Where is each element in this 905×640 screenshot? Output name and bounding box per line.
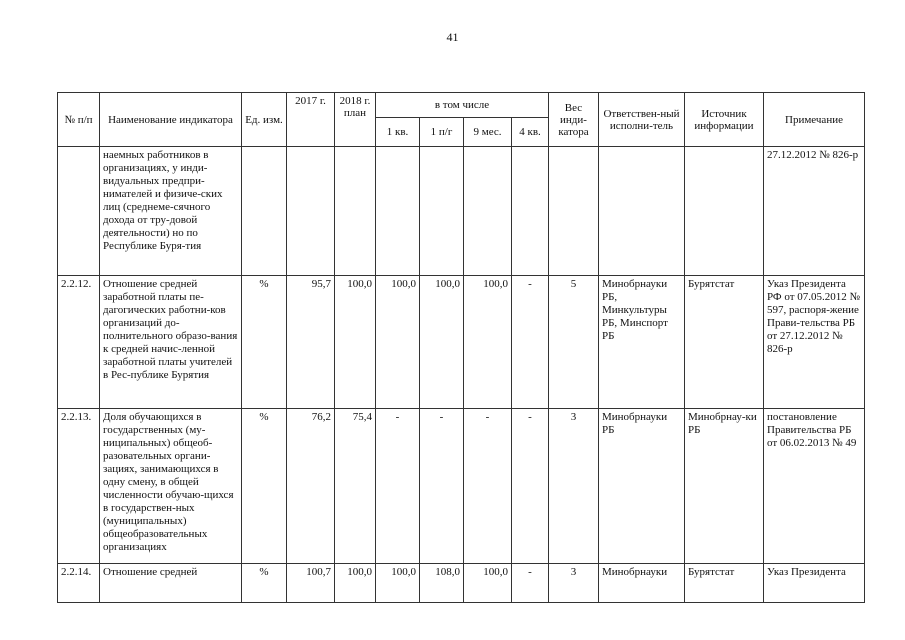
cell-note: 27.12.2012 № 826-р <box>764 147 865 276</box>
cell-unit: % <box>242 564 287 603</box>
cell-2017 <box>287 147 335 276</box>
cell-note: Указ Президента <box>764 564 865 603</box>
header-q1: 1 кв. <box>376 118 420 147</box>
cell-weight: 5 <box>549 276 599 409</box>
cell-source: Бурятстат <box>685 564 764 603</box>
cell-weight <box>549 147 599 276</box>
table-row <box>58 564 865 603</box>
cell-num: 2.2.14. <box>58 564 100 603</box>
cell-9-months <box>464 147 512 276</box>
indicators-table <box>57 92 865 603</box>
cell-responsible: Минобрнауки <box>599 564 685 603</box>
cell-num: 2.2.13. <box>58 409 100 564</box>
header-num: № п/п <box>58 93 100 147</box>
cell-q1: 100,0 <box>376 564 420 603</box>
cell-9-months: - <box>464 409 512 564</box>
cell-source: Бурятстат <box>685 276 764 409</box>
cell-q1: 100,0 <box>376 276 420 409</box>
header-2017: 2017 г. <box>287 93 335 147</box>
cell-q4: - <box>512 276 549 409</box>
cell-h1: 108,0 <box>420 564 464 603</box>
cell-q1 <box>376 147 420 276</box>
header-q4: 4 кв. <box>512 118 549 147</box>
header-weight: Вес инди-катора <box>549 93 599 147</box>
cell-indicator-name: Отношение средней <box>100 564 242 603</box>
cell-indicator-name: Доля обучающихся в государственных (му-ниципальных) общеоб-разовательных органи-зациях, занимающихся в одну смену, в общей численности обучаю-щихся в государствен-ных (муниципальных) общеобразовательных организациях <box>100 409 242 564</box>
cell-q1: - <box>376 409 420 564</box>
cell-source <box>685 147 764 276</box>
cell-q4: - <box>512 409 549 564</box>
cell-9-months: 100,0 <box>464 276 512 409</box>
cell-num <box>58 147 100 276</box>
header-source: Источник информации <box>685 93 764 147</box>
header-responsible: Ответствен-ный исполни-тель <box>599 93 685 147</box>
table-body <box>58 147 865 603</box>
cell-unit: % <box>242 276 287 409</box>
cell-q4: - <box>512 564 549 603</box>
cell-2018-plan: 75,4 <box>335 409 376 564</box>
cell-note: Указ Президента РФ от 07.05.2012 № 597, распоря-жение Прави-тельства РБ от 27.12.2012 № 826-р <box>764 276 865 409</box>
header-including: в том числе <box>376 93 549 118</box>
cell-h1: - <box>420 409 464 564</box>
cell-2018-plan <box>335 147 376 276</box>
header-h1: 1 п/г <box>420 118 464 147</box>
cell-2017: 100,7 <box>287 564 335 603</box>
cell-weight: 3 <box>549 409 599 564</box>
cell-note: постановление Правительства РБ от 06.02.2013 № 49 <box>764 409 865 564</box>
cell-h1 <box>420 147 464 276</box>
cell-9-months: 100,0 <box>464 564 512 603</box>
cell-h1: 100,0 <box>420 276 464 409</box>
cell-indicator-name: Отношение средней заработной платы пе-дагогических работни-ков организаций до-полнительного образо-вания к средней начис-ленной заработной платы учителей в Рес-публике Бурятия <box>100 276 242 409</box>
cell-unit <box>242 147 287 276</box>
header-2018-plan: 2018 г. план <box>335 93 376 147</box>
cell-responsible: Минобрнауки РБ, Минкультуры РБ, Минспорт РБ <box>599 276 685 409</box>
cell-2017: 76,2 <box>287 409 335 564</box>
table-row <box>58 147 865 276</box>
header-9-months: 9 мес. <box>464 118 512 147</box>
cell-responsible: Минобрнауки РБ <box>599 409 685 564</box>
cell-2018-plan: 100,0 <box>335 276 376 409</box>
cell-unit: % <box>242 409 287 564</box>
cell-indicator-name: наемных работников в организациях, у инди-видуальных предпри-нимателей и физиче-ских лиц (среднеме-сячного дохода от тру-довой деятельности) но по Республике Буря-тия <box>100 147 242 276</box>
header-unit: Ед. изм. <box>242 93 287 147</box>
header-note: Примечание <box>764 93 865 147</box>
cell-source: Минобрнау-ки РБ <box>685 409 764 564</box>
table-header <box>58 93 865 147</box>
header-name: Наименование индикатора <box>100 93 242 147</box>
cell-num: 2.2.12. <box>58 276 100 409</box>
table-row <box>58 276 865 409</box>
cell-2018-plan: 100,0 <box>335 564 376 603</box>
page-number: 41 <box>446 30 459 44</box>
table-row <box>58 409 865 564</box>
cell-q4 <box>512 147 549 276</box>
cell-weight: 3 <box>549 564 599 603</box>
cell-responsible <box>599 147 685 276</box>
cell-2017: 95,7 <box>287 276 335 409</box>
